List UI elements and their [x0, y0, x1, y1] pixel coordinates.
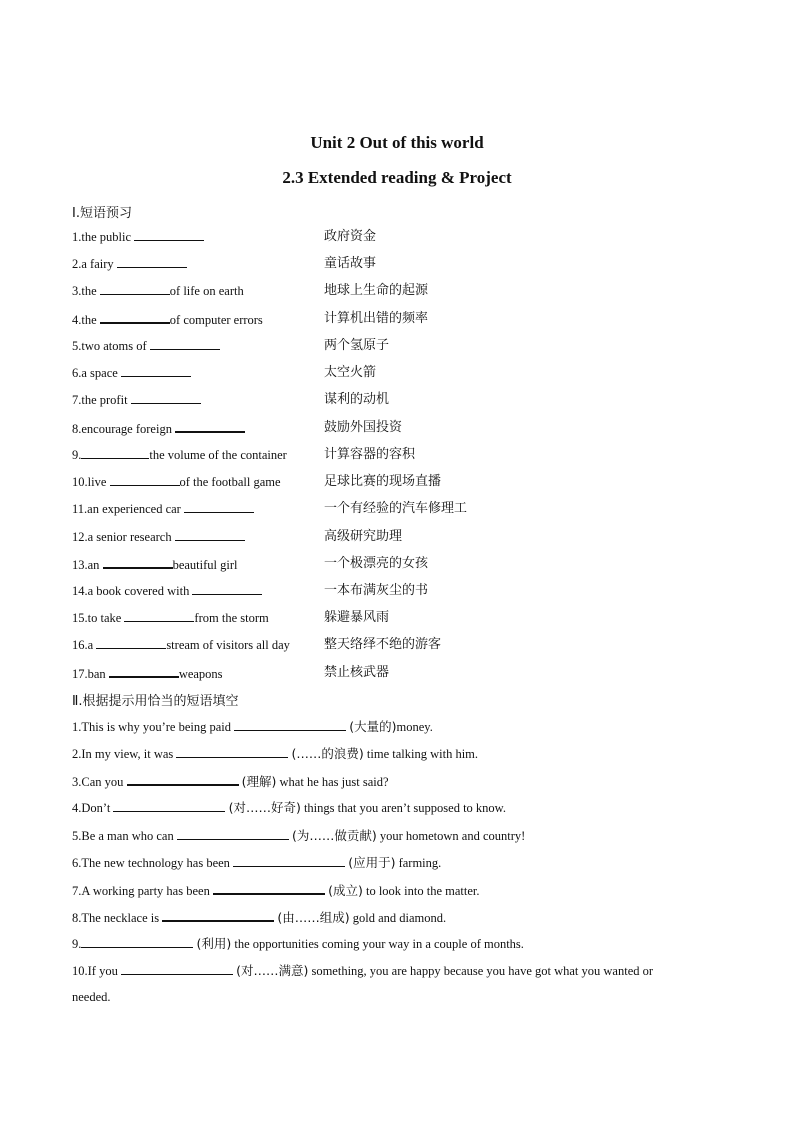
- fill-in-sentence: 7.A working party has been (成立) to look into the matter.: [72, 880, 480, 901]
- fill-in-sentence: 10.If you (对……满意) something, you are happy because you have got what you wanted or: [72, 963, 654, 978]
- answer-blank[interactable]: [100, 281, 170, 295]
- phrase-item: 6.a space: [72, 363, 191, 383]
- unit-title: Unit 2 Out of this world: [310, 133, 484, 152]
- answer-blank[interactable]: [175, 527, 245, 541]
- phrase-translation: 政府资金: [324, 229, 377, 244]
- phrase-item: 17.ban weapons: [72, 663, 223, 683]
- answer-blank[interactable]: [117, 254, 187, 268]
- answer-blank[interactable]: [176, 744, 288, 758]
- phrase-item: 16.a stream of visitors all day: [72, 635, 290, 655]
- fill-in-sentence: 8.The necklace is (由……组成) gold and diamond.: [72, 907, 446, 928]
- sentence-continuation: needed.: [72, 990, 111, 1004]
- answer-blank[interactable]: [109, 663, 179, 678]
- answer-blank[interactable]: [103, 554, 173, 569]
- phrase-translation: 两个氢原子: [324, 338, 390, 353]
- phrase-translation: 计算容器的容积: [324, 447, 416, 462]
- fill-in-sentence: 3.Can you (理解) what he has just said?: [72, 771, 389, 792]
- fill-in-sentence: 5.Be a man who can (为……做贡献) your hometown and country!: [72, 828, 526, 843]
- answer-blank[interactable]: [175, 418, 245, 433]
- phrase-translation: 整天络绎不绝的游客: [324, 637, 442, 652]
- answer-blank[interactable]: [233, 853, 345, 867]
- phrase-item: 7.the profit: [72, 390, 201, 410]
- section1-heading: Ⅰ.短语预习: [72, 206, 132, 221]
- answer-blank[interactable]: [127, 771, 239, 786]
- phrase-translation: 躲避暴风雨: [324, 610, 390, 625]
- phrase-item: 4.the of computer errors: [72, 309, 263, 329]
- phrase-item: 11.an experienced car: [72, 499, 254, 519]
- answer-blank[interactable]: [213, 880, 325, 895]
- phrase-translation: 太空火箭: [324, 365, 377, 380]
- phrase-translation: 禁止核武器: [324, 665, 390, 680]
- phrase-translation: 鼓励外国投资: [324, 420, 403, 435]
- lesson-subtitle: 2.3 Extended reading & Project: [282, 168, 512, 187]
- phrase-item: 2.a fairy: [72, 254, 187, 274]
- answer-blank[interactable]: [192, 581, 262, 595]
- answer-blank[interactable]: [134, 227, 204, 241]
- phrase-item: 5.two atoms of: [72, 336, 220, 356]
- fill-in-sentence: 4.Don’t (对……好奇) things that you aren’t supposed to know.: [72, 800, 507, 815]
- answer-blank[interactable]: [81, 445, 149, 459]
- phrase-translation: 一个极漂亮的女孩: [324, 556, 429, 571]
- phrase-item: 13.an beautiful girl: [72, 554, 237, 574]
- answer-blank[interactable]: [162, 907, 274, 922]
- answer-blank[interactable]: [150, 336, 220, 350]
- phrase-item: 1.the public: [72, 227, 204, 247]
- phrase-translation: 地球上生命的起源: [324, 283, 429, 298]
- answer-blank[interactable]: [234, 717, 346, 731]
- phrase-item: 10.live of the football game: [72, 472, 281, 492]
- phrase-item: 15.to take from the storm: [72, 608, 269, 628]
- phrase-item: 14.a book covered with: [72, 581, 262, 601]
- answer-blank[interactable]: [121, 961, 233, 975]
- answer-blank[interactable]: [110, 472, 180, 486]
- phrase-item: 12.a senior research: [72, 527, 245, 547]
- answer-blank[interactable]: [131, 390, 201, 404]
- phrase-item: 9. the volume of the container: [72, 445, 287, 465]
- phrase-translation: 计算机出错的频率: [324, 311, 429, 326]
- answer-blank[interactable]: [81, 934, 193, 948]
- phrase-translation: 谋利的动机: [324, 392, 390, 407]
- fill-in-sentence: 9. (利用) the opportunities coming your way in a couple of months.: [72, 936, 524, 951]
- fill-in-sentence: 6.The new technology has been (应用于) farming.: [72, 855, 442, 870]
- answer-blank[interactable]: [96, 635, 166, 649]
- fill-in-sentence: 2.In my view, it was (……的浪费) time talking with him.: [72, 746, 479, 761]
- answer-blank[interactable]: [100, 309, 170, 324]
- answer-blank[interactable]: [177, 826, 289, 840]
- phrase-item: 3.the of life on earth: [72, 281, 244, 301]
- phrase-item: 8.encourage foreign: [72, 418, 245, 438]
- phrase-translation: 一本布满灰尘的书: [324, 583, 429, 598]
- section2-heading: Ⅱ.根据提示用恰当的短语填空: [72, 694, 239, 709]
- phrase-translation: 高级研究助理: [324, 529, 403, 544]
- phrase-translation: 一个有经验的汽车修理工: [324, 501, 468, 516]
- phrase-translation: 足球比赛的现场直播: [324, 474, 442, 489]
- fill-in-sentence: 1.This is why you’re being paid (大量的)money.: [72, 719, 433, 734]
- answer-blank[interactable]: [184, 499, 254, 513]
- phrase-translation: 童话故事: [324, 256, 377, 271]
- answer-blank[interactable]: [121, 363, 191, 377]
- answer-blank[interactable]: [124, 608, 194, 622]
- answer-blank[interactable]: [113, 798, 225, 812]
